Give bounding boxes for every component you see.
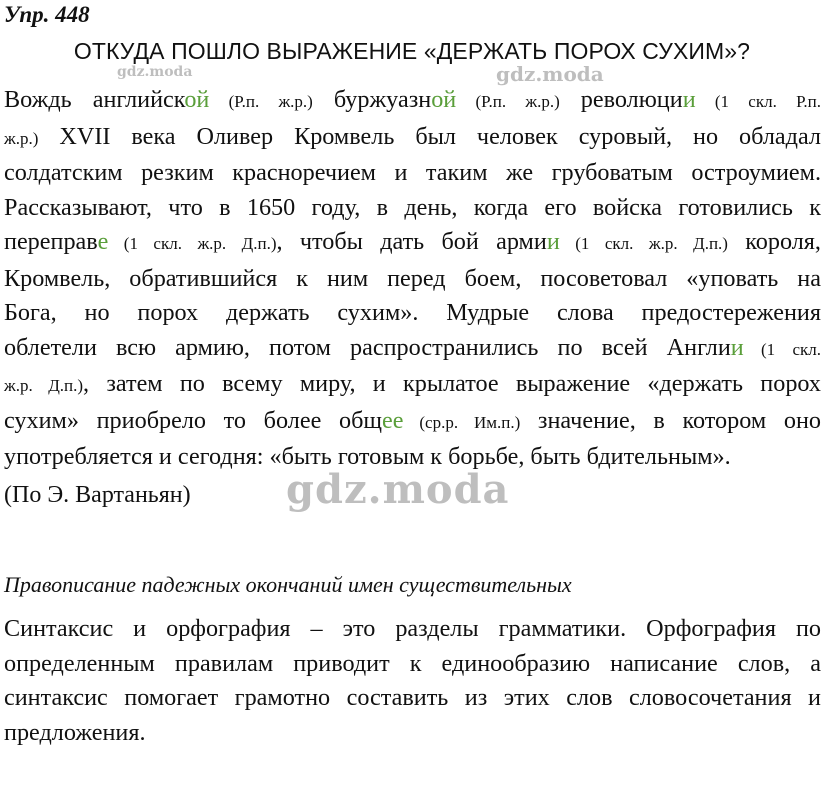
grammar-note: ж.р. Д.п.) xyxy=(4,376,84,395)
exercise-number: Упр. 448 xyxy=(4,2,90,27)
grammar-note: (1 скл. Р.п. xyxy=(695,92,822,111)
text-heading: ОТКУДА ПОШЛО ВЫРАЖЕНИЕ «ДЕРЖАТЬ ПОРОХ СУХИМ»? xyxy=(73,38,751,64)
highlighted-ending: и xyxy=(682,86,696,113)
highlighted-ending: ее xyxy=(382,406,404,434)
text-line: ж.р.) XVII века Оливер Кромвель был человек суровый, но обладал xyxy=(4,122,821,150)
text-line: синтаксис помогает грамотно составить из этих слов словосочетания и xyxy=(4,684,821,711)
grammar-note: (Р.п. ж.р.) xyxy=(209,92,313,111)
watermark: gdz.moda xyxy=(117,64,193,80)
text-line: предложения. xyxy=(4,718,146,746)
highlighted-ending: е xyxy=(97,228,109,255)
rule-text xyxy=(4,612,821,750)
highlighted-ending: и xyxy=(546,228,560,255)
watermark: gdz.moda xyxy=(286,466,510,513)
text-line: солдатским резким красноречием и таким же грубоватым остроумием. xyxy=(4,159,821,186)
grammar-note: (1 скл. ж.р. Д.п.) xyxy=(559,234,728,253)
watermark: gdz.moda xyxy=(496,62,604,86)
highlighted-ending: ой xyxy=(184,86,210,113)
text-line: Кромвель, обратившийся к ним перед боем, посоветовал «уповать на xyxy=(4,264,821,292)
text-line: употребляется и сегодня: «быть готовым к борьбе, быть бдительным». xyxy=(4,443,731,470)
text-line: переправе (1 скл. ж.р. Д.п.), чтобы дать бой армии (1 скл. ж.р. Д.п.) короля, xyxy=(4,228,821,255)
grammar-note: (1 скл. xyxy=(743,339,821,359)
source-attribution: (По Э. Вартаньян) xyxy=(4,482,191,508)
text-line: Рассказывают, что в 1650 году, в день, когда его войска готовились к xyxy=(4,193,821,221)
grammar-note: (Р.п. ж.р.) xyxy=(456,92,560,111)
grammar-note: (ср.р. Им.п.) xyxy=(403,412,521,432)
section-subtitle: Правописание падежных окончаний имен существительных xyxy=(4,572,572,597)
text-line: Вождь английской (Р.п. ж.р.) буржуазной (Р.п. ж.р.) революции (1 скл. Р.п. xyxy=(4,86,822,113)
text-line: Бога, но порох держать сухим». Мудрые слова предостережения xyxy=(4,299,821,326)
main-text xyxy=(4,83,821,475)
grammar-note: ж.р.) xyxy=(4,128,39,148)
text-line: сухим» приобрело то более общее (ср.р. Им.п.) значение, в котором оно xyxy=(4,406,821,434)
text-line: Синтаксис и орфография – это разделы грамматики. Орфография по xyxy=(4,615,821,642)
highlighted-ending: ой xyxy=(431,86,457,113)
text-line: облетели всю армию, потом распространились по всей Англии (1 скл. xyxy=(4,333,821,361)
grammar-note: (1 скл. ж.р. Д.п.) xyxy=(108,234,277,253)
text-line: ж.р. Д.п.), затем по всему миру, и крылатое выражение «держать порох xyxy=(4,370,821,397)
text-line: определенным правилам приводит к единообразию написание слов, а xyxy=(4,649,821,677)
highlighted-ending: и xyxy=(730,333,744,361)
